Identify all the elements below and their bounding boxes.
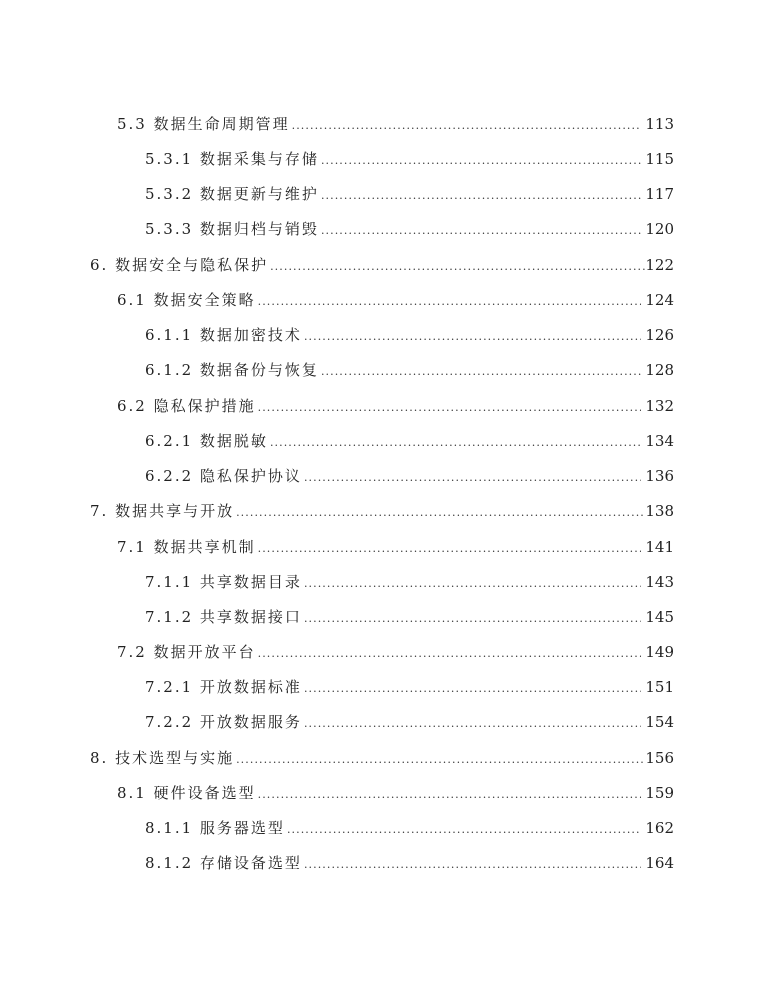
dot-leader (258, 289, 642, 313)
dot-leader (270, 430, 641, 454)
toc-entry-page: 149 (645, 643, 674, 661)
toc-entry-label: 8.1.1 服务器选型 (145, 819, 285, 837)
toc-entry[interactable] (90, 500, 674, 522)
toc-entry-label: 7.1 数据共享机制 (117, 538, 256, 556)
toc-entry-label: 7.2 数据开放平台 (117, 643, 256, 661)
toc-entry[interactable] (145, 324, 674, 346)
toc-entry[interactable] (145, 571, 674, 593)
toc-entry-page: 164 (645, 854, 674, 872)
toc-entry-label: 7.1.1 共享数据目录 (145, 573, 302, 591)
toc-entry-page: 117 (645, 185, 674, 203)
toc-entry-page: 122 (645, 256, 674, 274)
toc-entry-label: 6.2.2 隐私保护协议 (145, 467, 302, 485)
toc-entry-page: 141 (645, 538, 674, 556)
toc-entry-label: 8.1.2 存储设备选型 (145, 854, 302, 872)
toc-entry-label: 5.3.2 数据更新与维护 (145, 185, 319, 203)
toc-entry[interactable] (145, 359, 674, 381)
dot-leader (304, 676, 641, 700)
toc-entry-page: 113 (645, 115, 674, 133)
dot-leader (321, 218, 641, 242)
toc-entry[interactable] (117, 641, 674, 663)
toc-entry-label: 6.2.1 数据脱敏 (145, 432, 268, 450)
toc-entry[interactable] (90, 254, 674, 276)
dot-leader (304, 571, 641, 595)
toc-entry[interactable] (117, 536, 674, 558)
toc-entry-page: 162 (645, 819, 674, 837)
toc-entry-page: 126 (645, 326, 674, 344)
toc-entry-label: 6.1.1 数据加密技术 (145, 326, 302, 344)
toc-entry-page: 124 (645, 291, 674, 309)
toc-entry[interactable] (145, 148, 674, 170)
toc-entry-page: 159 (645, 784, 674, 802)
dot-leader (304, 852, 641, 876)
toc-entry-label: 8. 技术选型与实施 (90, 749, 235, 767)
toc-entry-label: 5.3 数据生命周期管理 (117, 115, 290, 133)
dot-leader (236, 747, 645, 771)
toc-entry-label: 7.2.1 开放数据标准 (145, 678, 302, 696)
toc-entry[interactable] (145, 465, 674, 487)
toc-entry-page: 138 (645, 502, 674, 520)
toc-entry[interactable] (145, 676, 674, 698)
dot-leader (304, 711, 641, 735)
toc-entry[interactable] (145, 817, 674, 839)
toc-entry[interactable] (117, 395, 674, 417)
dot-leader (304, 606, 641, 630)
toc-entry-page: 120 (645, 220, 674, 238)
dot-leader (321, 359, 641, 383)
dot-leader (270, 254, 645, 278)
toc-entry[interactable] (145, 430, 674, 452)
toc-entry-label: 6. 数据安全与隐私保护 (90, 256, 269, 274)
toc-entry[interactable] (145, 852, 674, 874)
toc-entry[interactable] (145, 183, 674, 205)
dot-leader (258, 536, 642, 560)
toc-entry-label: 8.1 硬件设备选型 (117, 784, 256, 802)
toc-entry[interactable] (117, 782, 674, 804)
toc-entry-page: 128 (645, 361, 674, 379)
toc-entry[interactable] (145, 711, 674, 733)
toc-entry-label: 7.1.2 共享数据接口 (145, 608, 302, 626)
dot-leader (258, 641, 642, 665)
dot-leader (258, 782, 642, 806)
toc-entry-label: 6.2 隐私保护措施 (117, 397, 256, 415)
toc-entry-page: 154 (645, 713, 674, 731)
toc-entry[interactable] (117, 113, 674, 135)
dot-leader (287, 817, 641, 841)
toc-entry[interactable] (145, 606, 674, 628)
dot-leader (258, 395, 642, 419)
toc-entry-page: 145 (645, 608, 674, 626)
toc-entry-page: 156 (645, 749, 674, 767)
dot-leader (292, 113, 642, 137)
toc-entry-page: 132 (645, 397, 674, 415)
dot-leader (304, 324, 641, 348)
toc-entry-page: 136 (645, 467, 674, 485)
toc-entry-page: 134 (645, 432, 674, 450)
toc-entry-label: 6.1 数据安全策略 (117, 291, 256, 309)
toc-entry-label: 7. 数据共享与开放 (90, 502, 235, 520)
dot-leader (321, 148, 641, 172)
toc-entry-page: 115 (645, 150, 674, 168)
toc-entry-label: 5.3.1 数据采集与存储 (145, 150, 319, 168)
toc-entry-label: 6.1.2 数据备份与恢复 (145, 361, 319, 379)
toc-entry-label: 5.3.3 数据归档与销毁 (145, 220, 319, 238)
toc-entry-page: 151 (645, 678, 674, 696)
toc-entry[interactable] (90, 747, 674, 769)
toc-entry[interactable] (145, 218, 674, 240)
dot-leader (304, 465, 641, 489)
toc-entry-page: 143 (645, 573, 674, 591)
toc-entry[interactable] (117, 289, 674, 311)
toc-entry-label: 7.2.2 开放数据服务 (145, 713, 302, 731)
dot-leader (321, 183, 641, 207)
dot-leader (236, 500, 645, 524)
